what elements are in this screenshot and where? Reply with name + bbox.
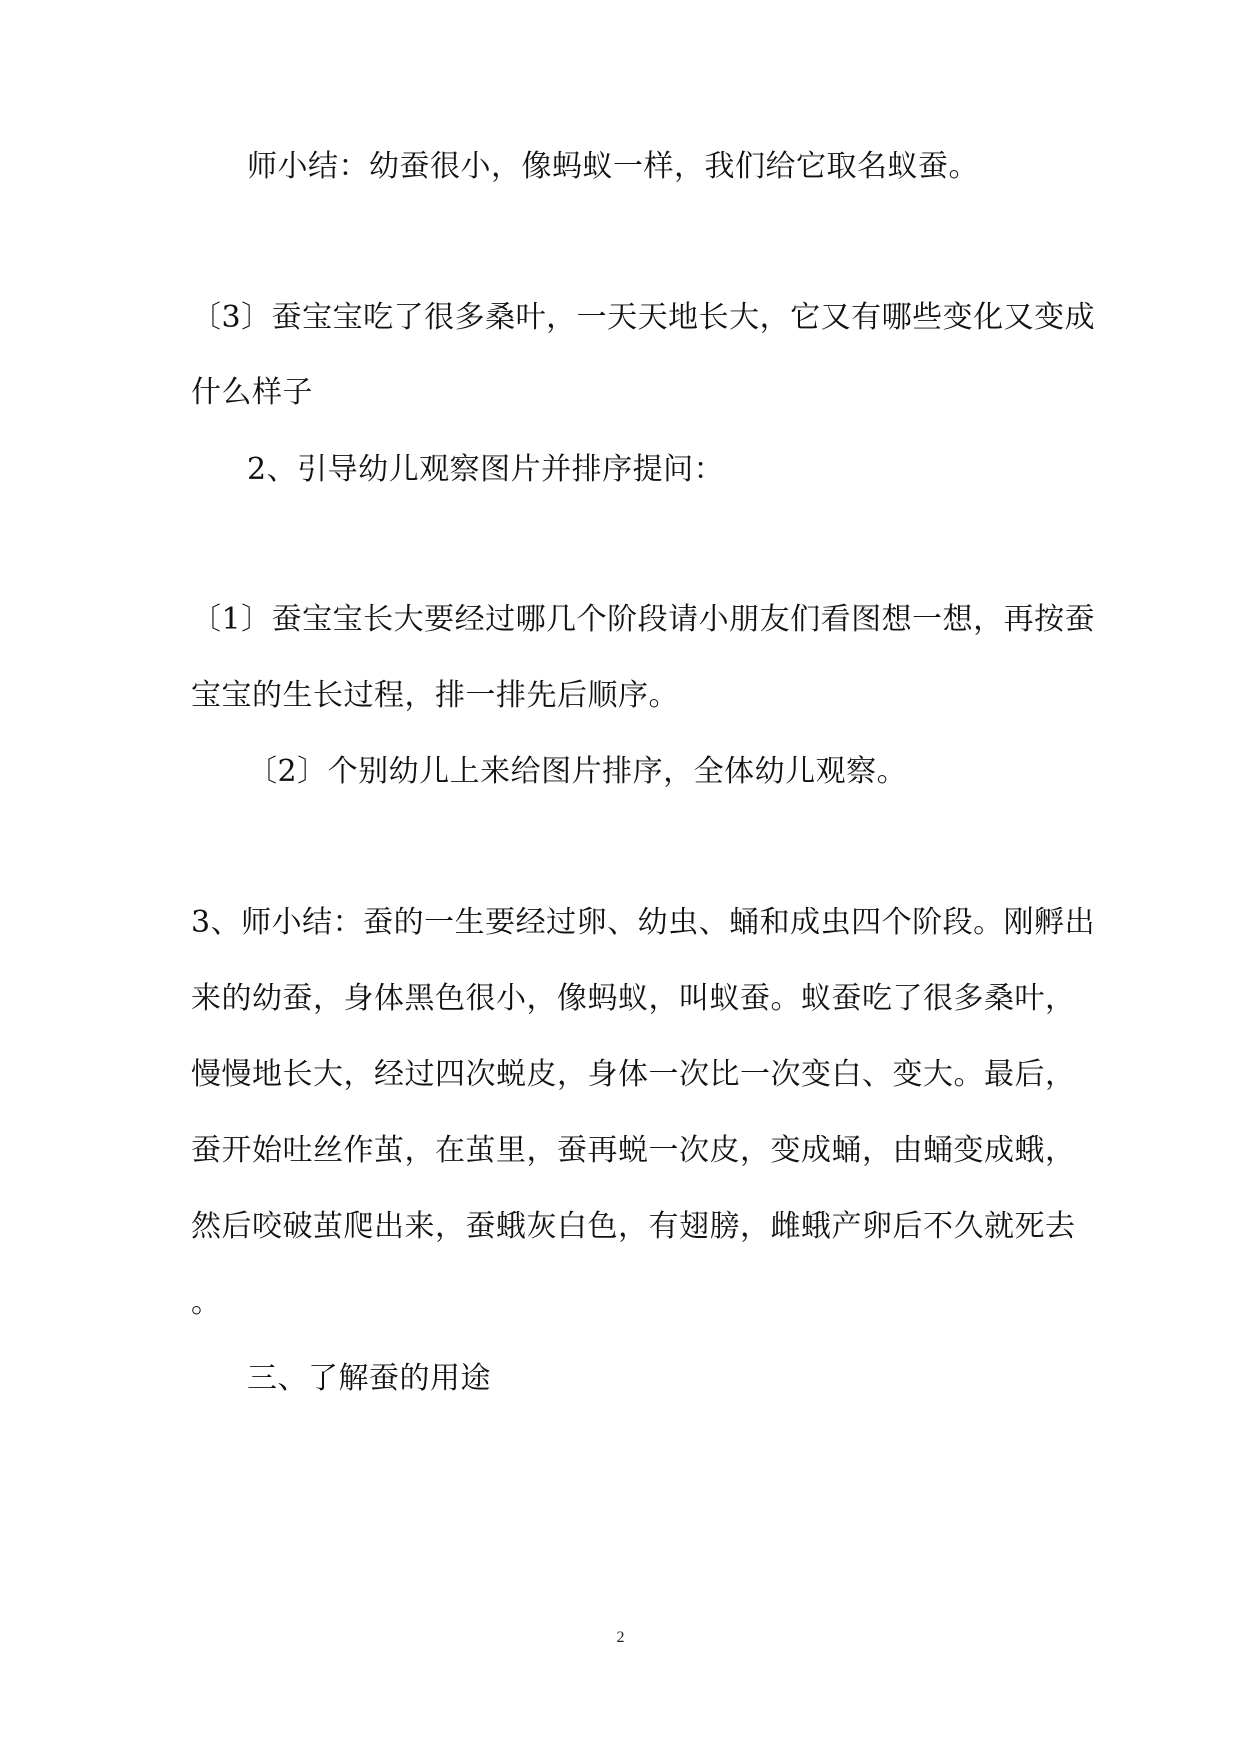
summary-3-line-3: 慢慢地长大，经过四次蜕皮，身体一次比一次变白、变大。最后， <box>191 1057 1076 1092</box>
summary-3-line-2: 来的幼蚕，身体黑色很小，像蚂蚁，叫蚁蚕。蚁蚕吃了很多桑叶， <box>191 981 1076 1016</box>
question-3-line-1: 〔3〕蚕宝宝吃了很多桑叶，一天天地长大，它又有哪些变化又变成 <box>191 300 1096 335</box>
question-1-line-2: 宝宝的生长过程，排一排先后顺序。 <box>191 678 679 713</box>
step-2-heading: 2、引导幼儿观察图片并排序提问： <box>247 452 725 487</box>
summary-3-line-1: 3、师小结：蚕的一生要经过卵、幼虫、蛹和成虫四个阶段。刚孵出 <box>191 905 1096 940</box>
question-3-line-2: 什么样子 <box>191 375 313 410</box>
question-2-line: 〔2〕个别幼儿上来给图片排序，全体幼儿观察。 <box>247 754 908 789</box>
question-1-line-1: 〔1〕蚕宝宝长大要经过哪几个阶段请小朋友们看图想一想，再按蚕 <box>191 602 1096 637</box>
summary-3-line-4: 蚕开始吐丝作茧，在茧里，蚕再蜕一次皮，变成蛹，由蛹变成蛾， <box>191 1133 1076 1168</box>
page-number: 2 <box>616 1629 625 1646</box>
summary-3-line-6: 。 <box>191 1285 222 1320</box>
teacher-summary-line: 师小结：幼蚕很小，像蚂蚁一样，我们给它取名蚁蚕。 <box>247 149 979 184</box>
summary-3-line-5: 然后咬破茧爬出来，蚕蛾灰白色，有翅膀，雌蛾产卵后不久就死去 <box>191 1209 1076 1244</box>
section-3-heading: 三、了解蚕的用途 <box>247 1361 491 1396</box>
